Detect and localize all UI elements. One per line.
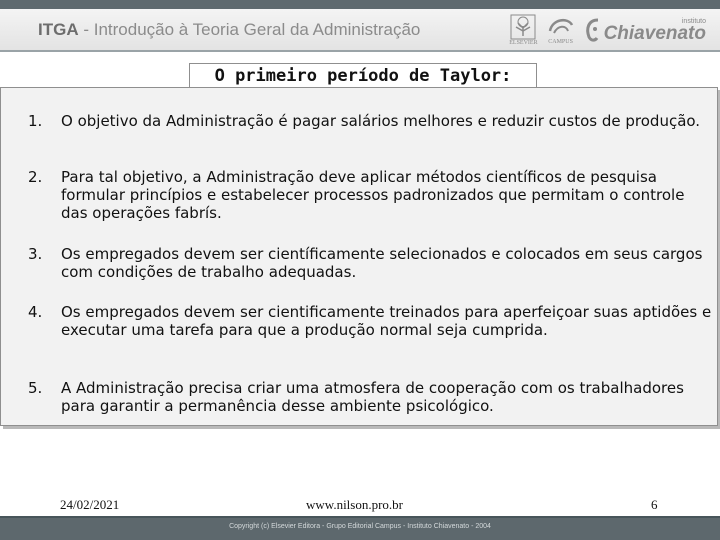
campus-swirl-icon [546,15,576,39]
slide-title: O primeiro período de Taylor: [189,63,537,88]
list-item-number: 3. [28,245,43,263]
footer-date: 24/02/2021 [60,497,120,512]
list-item-text: O objetivo da Administração é pagar salários melhores e reduzir custos de produção. [61,112,701,130]
list-item-number: 2. [28,168,43,186]
list-item-number: 5. [28,379,43,397]
list-item [28,112,714,130]
footer-site: www.nilson.pro.br [306,497,404,512]
list-item-text: Os empregados devem ser cientificamente treinados para aperfeiçoar suas aptidões e executar uma tarefa para que a produção normal seja cumprida. [61,303,712,339]
chiavenato-logo: instituto Chiavenato [584,17,706,43]
top-bar [0,0,720,9]
logos [509,11,706,49]
page-number: 6 [651,497,658,512]
course-code: ITGA [38,20,79,39]
header [0,9,720,50]
bottom-bar [0,516,720,540]
list-item [28,168,714,222]
header-title [38,20,420,40]
chiavenato-mark-icon [584,17,602,43]
content-box [0,87,718,426]
bottom-bar-line [0,516,720,518]
list-item [28,303,714,339]
list-item-number: 1. [28,112,43,130]
tree-icon [510,14,536,40]
list-item-text: A Administração precisa criar uma atmosfera de cooperação com os trabalhadores para garantir a permanência desse ambiente psicológico. [61,379,684,415]
list-item-number: 4. [28,303,43,321]
list-item [28,245,714,281]
campus-logo: CAMPUS [546,15,576,45]
copyright-text: Copyright (c) Elsevier Editora - Grupo Editorial Campus - Instituto Chiavenato - 2004 [229,523,491,530]
list-item-text: Os empregados devem ser científicamente selecionados e colocados em seus cargos com condições de trabalho adequadas. [61,245,703,281]
course-title: - Introdução à Teoria Geral da Administração [78,20,421,39]
elsevier-logo: ELSEVIER [509,14,537,46]
header-divider [0,50,720,52]
list-item-text: Para tal objetivo, a Administração deve aplicar métodos científicos de pesquisa formular princípios e estabelecer processos padronizados que permitam o controle das operações fabrís. [61,168,685,222]
list-item [28,379,714,415]
